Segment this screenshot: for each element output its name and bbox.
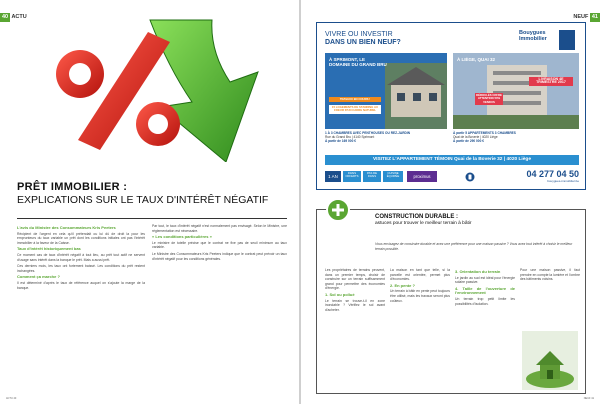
article-title [17,181,287,206]
cd-col1-heading: 1. Sol ou pollué [325,291,355,297]
cd-col4-text: Pour une maison passive, il faut prendre en compte la lumière et l'ombre des bâtiments voisins. [520,268,580,282]
liege-info [453,131,579,144]
liege-rooms: À partir 5 APPARTEMENTS 3 CHAMBRES [453,131,516,135]
col1-heading-2: Taux d'intérêt historiquement bas [17,246,81,252]
construction-subtitle: astuces pour trouver le meilleur terrain à bâtir [375,221,472,226]
sprimont-panel [325,53,447,129]
chip-kitchen: CUISINE ÉQUIPÉE [383,171,403,182]
building-photo-icon [453,53,579,129]
liege-panel [453,53,579,129]
page-number-left: 40 [2,14,9,20]
title-line-2: EXPLICATIONS SUR LE TAUX D'INTÉRÊT NÉGATIF [17,194,269,206]
col2-paragraph-2: Le ministre de tutelle précise que le contrat ne fixe pas de seuil minimum au taux variable. [152,240,287,250]
phone-icon [465,172,475,182]
cd-col1-text-2: Le terrain se trouve-t-il en zone inondable ? Vérifiez le sol avant d'acheter. [325,298,385,312]
percent-arrow-illustration [0,12,299,162]
left-footer: ACTU 40 [6,397,17,400]
col1-paragraph-1: Récipient de l'argent en cela qu'il prétendait ou lui dû de droit la pour les emprunteurs du taux variable un prêt dont les conditions initiales ont pas l'intérêt immobilier à la faveur de la Caisse. [17,231,145,245]
right-footer: NEUF 41 [583,397,594,400]
right-page [301,0,600,404]
liege-title: À LIÈGE, QUAI 32 [457,57,496,62]
cd-col3-text-2: Un terrain trop petit limite les possibilités d'isolation. [455,296,515,306]
visit-banner: VISITEZ L'APPARTEMENT TÉMOIN Quai de la Boverie 32 | 4020 Liège [325,155,579,165]
sprimont-badge-works: TRAVAUX EN COURS ! [329,97,381,102]
cd-col3-heading-2: 4. Taille de l'ouverture de l'environnement [455,285,515,296]
cd-col2-text: La maison en tant que telle, si la parcelle est orientée, permet plus d'économies. [390,268,450,282]
col1-paragraph-4: Il est déterminé d'après le taux de référence auquel on s'ajoute la marge de la banque. [17,280,145,290]
sprimont-rooms: 1 À 3 CHAMBRES AVEC PENTHOUSES OU REZ-JARDIN [325,131,411,135]
chip-no-fees: PAS DE FRAIS [363,171,381,182]
sprimont-title: À SPRIMONT, LE DOMAINE DU GRAND BRU [329,57,387,68]
article-column-2 [152,224,287,263]
house-on-grass-icon [522,331,578,390]
article-column-1 [17,224,145,292]
cd-col3-heading-1: 3. Orientation du terrain [455,269,501,274]
sprimont-address: Rue du Grand Bru | 4140 Sprimont [325,135,375,140]
ad-phone-number: 04 277 04 50 [526,169,579,179]
construction-column-2 [390,268,450,305]
construction-column-3 [455,268,515,308]
bouygues-logo [519,30,575,52]
ad-website: bouygues-immobilier.be [547,179,579,183]
col2-heading-1: « Les conditions particulières » [152,234,212,240]
cd-col2-heading: 2. En pente ? [390,282,415,288]
page-tag-right [573,13,600,22]
liege-address: Quai de la Boverie | 4020 Liège [453,135,498,140]
bouygues-advertisement [316,22,586,190]
green-house-photo [522,331,578,390]
ad-headline-2: DANS UN BIEN NEUF? [325,39,401,46]
cd-col3-text-1: Le jardin au sud est idéal pour l'énergie solaire passive. [455,275,515,285]
col2-paragraph-3: Le Ministre des Consommateurs Kris Peeters indique que le contrat peut prévoir un taux d'intérêt négatif pour les conditions générales. [152,251,287,261]
plus-badge-icon [326,198,350,222]
ad-footer [325,169,579,185]
liege-price: À partir de 290 000 € [453,139,485,144]
cd-col1-text: Les propriétaires de terrains peuvent, dans un premier temps, choisir de construire sur un terrain suffisamment grand pour permettre des économies d'énergie. [325,268,385,291]
construction-article [316,209,586,394]
page-section-left: ACTU [11,14,27,20]
col1-paragraph-2: Ce moment cas de taux d'intérêt négatif à tout lieu, au prêt tout actif ne servent d'usage sans intérêt dans la banque le prêt. Mais a aussi prêt. [17,252,145,262]
brand-mark-icon [559,30,575,50]
left-page [0,0,299,404]
col1-heading-3: Comment ça marche ? [17,274,60,280]
page-section-right: NEUF [573,14,589,20]
construction-column-1 [325,268,385,314]
ad-headline-1: VIVRE OU INVESTIR [325,31,393,38]
col1-paragraph-3: Ces derniers mois, les taux ont fortement baissé. Les conditions du prêt restent inchangées. [17,264,145,273]
page-number-right: 41 [591,14,598,20]
liege-badge-sold: DÉROULÉS OFFRE ATTENTION 50% VENDUS [476,93,502,104]
sprimont-badge-units: 15 LOGEMENTS DE STANDING AU COEUR D'UN CADRE NATUREL [329,105,381,114]
title-line-1: PRÊT IMMOBILIER : [17,181,128,193]
brand-name: Bouygues Immobilier [519,30,547,42]
chip-1-year: 1 AN [325,171,341,182]
construction-column-4 [520,268,580,284]
liege-badge-delivery: LIVRAISON 4E TRIMESTRE 2017 [529,77,573,86]
construction-title: CONSTRUCTION DURABLE : [375,214,458,220]
sprimont-price: À partir de 169 000 € [325,139,357,144]
chip-fees-offered: FRAIS OFFERTS [343,171,361,182]
col2-paragraph-1: Par tout, le taux d'intérêt négatif n'est normalement pas envisagé. Selon le Ministre, une réglementation est nécessaire. [152,224,287,233]
proximus-logo: proximus [407,171,437,182]
cd-col2-text-2: Un terrain à bâtir en pente peut toujours être utilisé, mais les travaux seront plus coûteux. [390,289,450,303]
construction-intro: Vous envisagez de construire durable et avez une préférence pour une maison passive ? Vous avez tout intérêt à choisir le meilleur terrain possible. [375,242,573,251]
sprimont-info [325,131,447,144]
title-divider [17,218,287,219]
col1-lead: L'avis du Ministre des Consommateurs Kris Peeters [17,225,116,230]
